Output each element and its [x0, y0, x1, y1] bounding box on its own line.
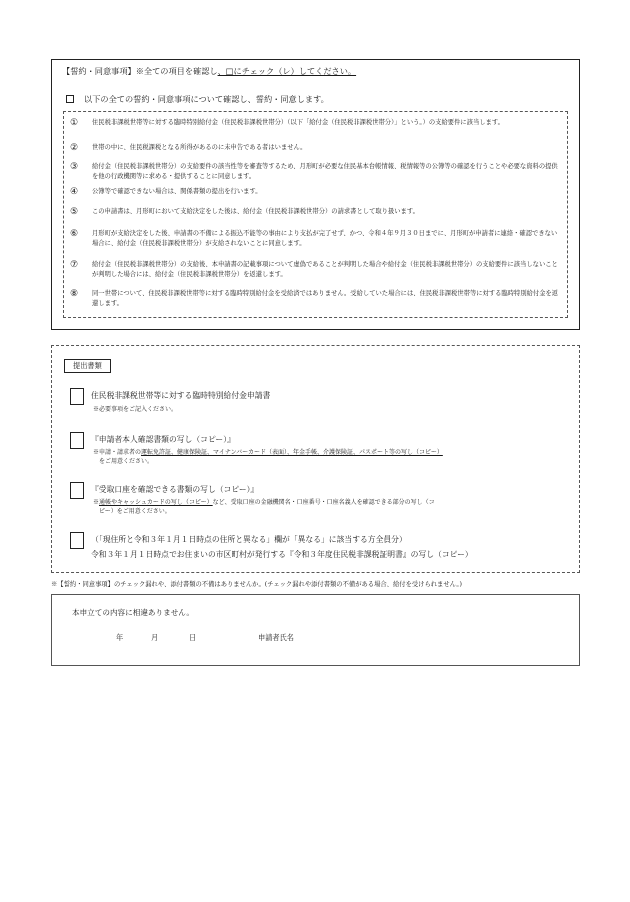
pledge-item-text: 月形町が支給決定をした後、申請書の不備による振込不能等の事由により支払が完了せず、かつ、令和４年９月３０日までに、月形町が申請者に連絡・確認できない場合に、給付金（住民税非課税世帯分）が支給されないことに同意します。	[92, 230, 558, 247]
pledge-item-text: 住民税非課税世帯等に対する臨時特別給付金（住民税非課税世帯分）（以下「給付金（住民税非課税世帯分）」という。）の支給要件に該当します。	[92, 119, 504, 126]
pledge-item-number: ⑥	[70, 229, 79, 239]
document-note-rest: など、受取口座の金融機関名・口座番号・口座名義人を確認できる部分の写し（コ	[212, 499, 435, 506]
pledge-item-text: 世帯の中に、住民税課税となる所得があるのに未申告である者はいません。	[92, 144, 307, 151]
document-note-prefix: ※	[93, 499, 100, 506]
pledge-heading-underlined: 、□にチェック（レ）してください。	[217, 66, 357, 76]
document-note	[93, 448, 443, 466]
document-label: 住民税非課税世帯等に対する臨時特別給付金申請書	[91, 391, 271, 400]
agree-line	[66, 94, 329, 105]
document-label: （「現住所と令和３年１月１日時点の住所と異なる」欄が「異なる」に該当する方全員分）	[91, 535, 407, 544]
pledge-heading-text: 【誓約・同意事項】※全ての項目を確認し	[62, 66, 218, 76]
document-checkbox[interactable]	[70, 532, 84, 549]
day-label: 日	[189, 633, 197, 642]
pledge-items-list	[63, 111, 568, 318]
document-note-line2: をご用意ください。	[99, 458, 154, 465]
pledge-item-text: 公簿等で確認できない場合は、関係書類の提出を行います。	[92, 188, 262, 195]
pledge-heading	[62, 66, 356, 77]
pledge-item-number: ③	[70, 162, 79, 172]
pledge-item-number: ⑦	[70, 260, 79, 270]
document-note: ※必要事項をご記入ください。	[93, 406, 178, 413]
pledge-item-text: 給付金（住民税非課税世帯分）の支給後、本申請書の記載事項について虚偽であることが判明した場合や給付金（住民税非課税世帯分）の支給要件に該当しないことが判明した場合には、給付金（住民税非課税世帯分）を返還します。	[92, 261, 558, 278]
agree-checkbox[interactable]	[66, 95, 74, 103]
year-label: 年	[116, 633, 124, 642]
document-checkbox[interactable]	[70, 482, 84, 499]
pledge-item-text: 同一世帯について、住民税非課税世帯等に対する臨時特別給付金を受給済ではありません。受給していた場合には、住民税非課税世帯等に対する臨時特別給付金を返還します。	[92, 290, 559, 307]
application-statement: 本申立ての内容に相違ありません。	[72, 608, 194, 617]
pledge-item-number: ⑤	[70, 207, 79, 217]
pledge-item-text: 給付金（住民税非課税世帯分）の支給要件の該当性等を審査等するため、月形町が必要な住民基本台帳情報、税情報等の公簿等の確認を行うことや必要な資料の提供を他の行政機関等に求める・提供することに同意します。	[92, 163, 558, 180]
documents-title: 提出書類	[64, 359, 111, 373]
document-note-line2: ピー）をご用意ください。	[99, 508, 171, 515]
document-checkbox[interactable]	[70, 432, 84, 449]
pledge-item-number: ④	[70, 187, 79, 197]
document-label-line2: 令和３年１月１日時点でお住まいの市区町村が発行する『令和３年度住民税非課税証明書』の写し（コピー）	[91, 550, 473, 559]
document-checkbox[interactable]	[70, 388, 84, 405]
application-section	[51, 594, 580, 666]
applicant-name-label: 申請者氏名	[258, 633, 294, 642]
pledge-item-number: ②	[70, 143, 79, 153]
pledge-item-number: ⑧	[70, 289, 79, 299]
pledge-item-number: ①	[70, 118, 79, 128]
caution-note: ※【誓約・同意事項】のチェック漏れや、添付書類の不備はありませんか。(チェック漏れや添付書類の不備がある場合、給付を受けられません。)	[51, 581, 462, 588]
document-note-underlined: 通帳やキャッシュカードの写し（コピー）	[99, 499, 213, 506]
agree-text: 以下の全ての誓約・同意事項について確認し、誓約・同意します。	[84, 94, 329, 104]
document-label: 『申請者本人確認書類の写し（コピー）』	[91, 435, 235, 444]
document-note-prefix: ※申請・請求者の	[93, 449, 142, 456]
document-note-underlined: 運転免許証、健康保険証、マイナンバーカード（表面）、年金手帳、介護保険証、パスポート等の写し（コピー）	[141, 449, 443, 456]
document-label: 『受取口座を確認できる書類の写し（コピー）』	[91, 485, 259, 494]
documents-section	[51, 345, 580, 573]
pledge-item-text: この申請書は、月形町において支給決定をした後は、給付金（住民税非課税世帯分）の請求書として取り扱います。	[92, 208, 419, 215]
pledge-section	[51, 59, 580, 330]
document-note	[93, 498, 435, 516]
month-label: 月	[151, 633, 159, 642]
